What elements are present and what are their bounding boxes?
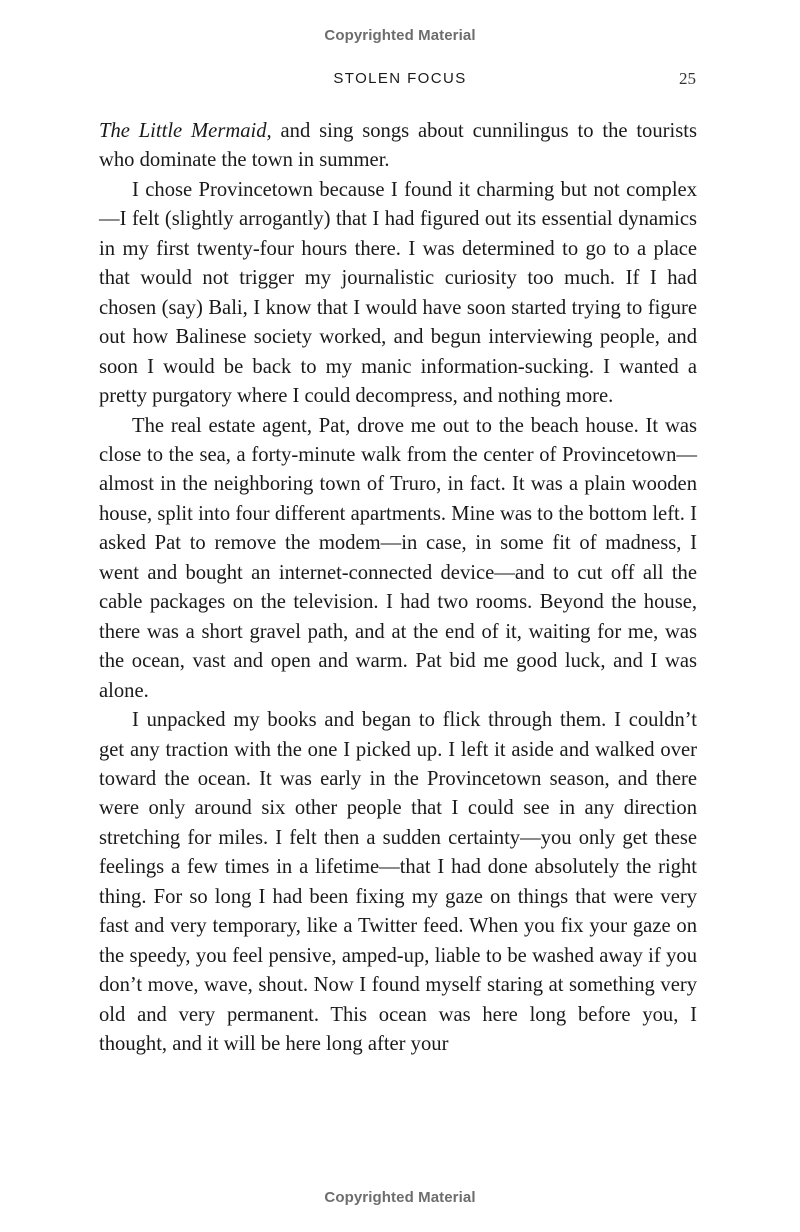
paragraph-3: The real estate agent, Pat, drove me out to the beach house. It was close to the sea, a forty-minute walk from the center of Provincetown—almost in the neighboring town of Truro, in fact. It was a plain wooden house, split into four different apartments. Mine was to the bottom left. I asked Pat to remove the modem—in case, in some fit of madness, I went and bought an internet-connected device—and to cut off all the cable packages on the television. I had two rooms. Beyond the house, there was a short gravel path, and at the end of it, waiting for me, was the ocean, vast and open and warm. Pat bid me good luck, and I was alone. <box>99 414 697 702</box>
paragraph-4: I unpacked my books and began to flick through them. I couldn’t get any traction with the one I picked up. I left it aside and walked over toward the ocean. It was early in the Provincetown season, and there were only around six other people that I could see in any direction stretching for miles. I felt then a sudden certainty—you only get these feelings a few times in a lifetime—that I had done absolutely the right thing. For so long I had been fixing my gaze on things that were very fast and very temporary, like a Twitter feed. When you fix your gaze on the speedy, you feel pensive, amped-up, liable to be washed away if you don’t move, wave, shout. Now I found myself staring at something very old and very permanent. This ocean was here long before you, I thought, and it will be here long after your <box>99 709 697 1056</box>
body-text <box>99 117 697 1060</box>
running-title: STOLEN FOCUS <box>333 70 467 87</box>
book-title-italic: The Little Mermaid, <box>99 120 272 142</box>
paragraph-1 <box>99 117 697 176</box>
copyright-watermark-top: Copyrighted Material <box>324 27 476 44</box>
copyright-watermark-bottom: Copyrighted Material <box>324 1189 476 1206</box>
paragraph-1-text: and sing songs about cunnilingus to the tourists who dominate the town in summer. <box>99 120 697 172</box>
page-number: 25 <box>679 69 696 88</box>
paragraph-2: I chose Provincetown because I found it charming but not complex—I felt (slightly arrogantly) that I had figured out its essential dynamics in my first twenty-four hours there. I was determined to go to a place that would not trigger my journalistic curiosity too much. If I had chosen (say) Bali, I know that I would have soon started trying to figure out how Balinese society worked, and begun interviewing people, and soon I would be back to my manic information-sucking. I wanted a pretty purgatory where I could decompress, and nothing more. <box>99 178 697 408</box>
